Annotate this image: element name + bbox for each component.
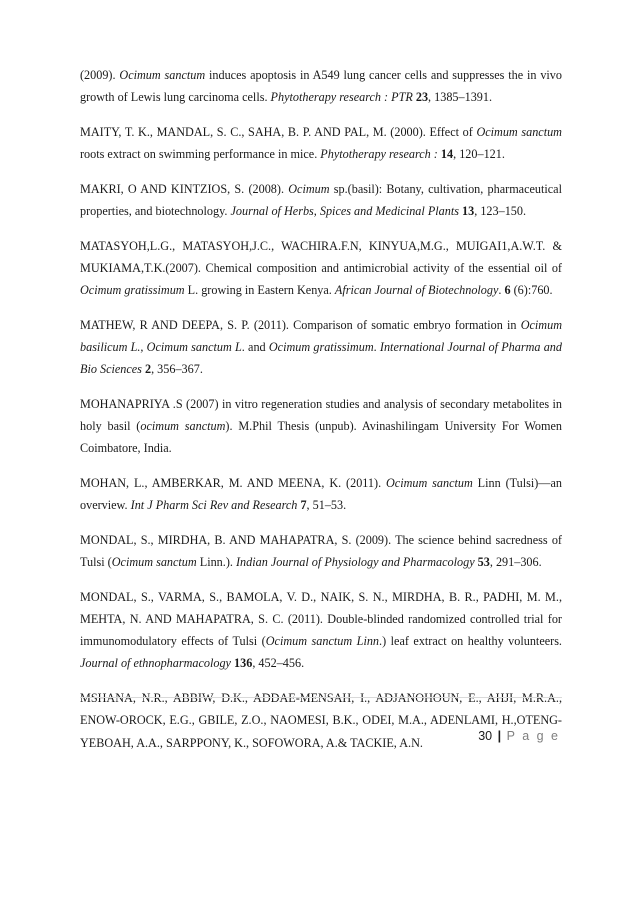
reference-text: MOHAN, L., AMBERKAR, M. AND MEENA, K. (2011). [80,476,386,491]
reference-volume: 6 [504,283,511,298]
reference-text: MATHEW, R AND DEEPA, S. P. (2011). Comparison of somatic embryo formation in [80,317,521,332]
reference-text: MAKRI, O AND KINTZIOS, S. (2008). [80,181,289,196]
reference-text: MONDAL, S., MIRDHA, B. AND MAHAPATRA, S. (2009). The science behind sacredness of Tulsi ( [80,532,562,570]
reference-italic-text: Ocimum sanctum [476,124,562,139]
reference-italic-text: International Journal of Pharma and Bio Sciences [80,340,562,377]
reference-text: MATASYOH,L.G., MATASYOH,J.C., WACHIRA.F.N, KINYUA,M.G., MUIGAI1,A.W.T. & MUKIAMA,T.K.(2007). Chemical composition and antimicrobial activity of the essential oil of [80,238,562,275]
reference-volume: 14 [440,147,454,162]
reference-text: Linn (Tulsi)—an overview. [80,476,562,513]
reference-text: , 291–306. [489,555,542,570]
reference-text: .) leaf extract on healthy volunteers. [379,634,562,649]
page-number: 30 [478,729,493,743]
reference-text: induces apoptosis in A549 lung cancer cells and suppresses the in vivo growth of Lewis lung carcinoma cells. [80,68,562,105]
reference-entry [80,235,562,302]
reference-entry [80,393,562,460]
reference-text: , 452–456. [252,656,305,671]
reference-text: , 120–121. [453,147,505,162]
reference-text: MSHANA, N.R., ABBIW, D.K., ADDAE-MENSAH, I., ADJANOHOUN, E., AHJI, M.R.A., ENOW-OROCK, E.G., GBILE, Z.O., NAOMESI, B.K., ODEI, M.A., ADENLAMI, H.,OTENG-YEBOAH, A.A., SARPPONY, K., SOFOWORA, A.& TACKIE, A.N. [80,691,562,750]
reference-text: MOHANAPRIYA .S (2007) in vitro regeneration studies and analysis of secondary metabolites in holy basil ( [80,396,562,434]
page-label: P a g e [506,729,560,743]
reference-text: (2009). [80,68,120,82]
reference-italic-text: Ocimum gratissimum [80,283,185,298]
reference-text: . and [241,340,269,355]
reference-text: , 1385–1391. [428,90,493,105]
reference-text: L. growing in Eastern Kenya. [184,283,335,298]
reference-italic-text: Journal of Herbs, Spices and Medicinal Plants [230,204,463,219]
reference-italic-text: Ocimum [288,181,330,196]
reference-text: roots extract on swimming performance in mice. [80,147,321,162]
reference-volume: 23 [415,90,429,105]
reference-italic-text: Indian Journal of Physiology and Pharmacology [235,555,478,570]
reference-text: MAITY, T. K., MANDAL, S. C., SAHA, B. P. AND PAL, M. (2000). Effect of [80,124,477,139]
reference-volume: 7 [300,498,307,513]
reference-entry [80,314,562,381]
reference-text: , 123–150. [474,204,527,219]
reference-italic-text: Phytotherapy research : [320,147,441,162]
reference-volume: 136 [234,656,253,671]
page-footer [478,729,560,743]
reference-text: . [373,340,380,355]
reference-entry [80,472,562,516]
reference-text: sp.(basil): Botany, cultivation, pharmaceutical properties, and biotechnology. [80,181,562,219]
reference-text: , 51–53. [306,498,347,513]
reference-entry [80,178,562,222]
reference-text: . [498,283,505,298]
reference-list [80,64,562,766]
reference-entry [80,586,562,675]
reference-italic-text: Ocimum sanctum [119,68,206,82]
reference-text: , 356–367. [151,362,203,377]
reference-italic-text: Ocimum sanctum [386,476,473,491]
reference-italic-text: Journal of ethnopharmacology [80,656,235,671]
reference-text: Linn.). [196,555,236,570]
reference-volume: 53 [477,555,490,570]
reference-entry [80,121,562,165]
reference-italic-text: Int J Pharm Sci Rev and Research [130,498,301,513]
reference-italic-text: ocimum sanctum [140,419,226,434]
reference-italic-text: African Journal of Biotechnology [334,283,499,298]
reference-italic-text: Ocimum basilicum L., Ocimum sanctum L [80,317,562,355]
footer-divider [80,697,562,698]
reference-entry [80,64,562,108]
reference-volume: 2 [144,362,152,377]
footer-separator: | [497,729,502,743]
reference-italic-text: Ocimum sanctum Linn [265,634,380,649]
reference-text: MONDAL, S., VARMA, S., BAMOLA, V. D., NAIK, S. N., MIRDHA, B. R., PADHI, M. M., MEHTA, N. AND MAHAPATRA, S. C. (2011). Double-blinded randomized controlled trial for immunomodulatory effects of Tulsi ( [80,589,562,649]
reference-italic-text: Ocimum gratissimum [268,340,374,355]
reference-italic-text: Ocimum sanctum [111,555,197,570]
reference-italic-text: Phytotherapy research : PTR [270,90,416,105]
reference-volume: 13 [462,204,475,219]
reference-text: (6):760. [510,283,553,298]
reference-text: ). M.Phil Thesis (unpub). Avinashilingam University For Women Coimbatore, India. [80,419,562,456]
reference-entry [80,529,562,573]
